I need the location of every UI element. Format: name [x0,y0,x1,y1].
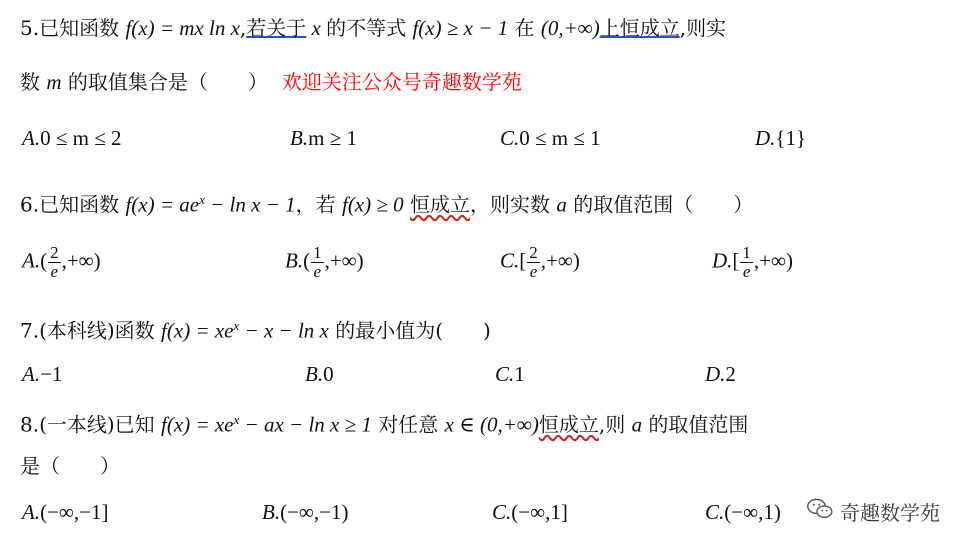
q7-option-d: D.2 [705,362,736,386]
q5-stem-line1: 5.已知函数 f(x) = mx ln x,若关于 x 的不等式 f(x) ≥ x − 1 在 (0,+∞)上恒成立,则实 [20,16,727,40]
watermark [806,495,940,528]
q8-option-c: C.(−∞,1] [492,500,568,524]
q8-option-a: A.(−∞,−1] [22,500,109,524]
q5-option-c: C.0 ≤ m ≤ 1 [500,126,601,150]
q5-option-b: B.m ≥ 1 [290,126,357,150]
q5-stem-line2: 数 m 的取值集合是（ ） 欢迎关注公众号奇趣数学苑 [20,70,522,94]
q7-stem: 7.(本科线)函数 $f(x) = xe^x - x - \ln x$ 的最小值为( ) [20,318,491,343]
q8-stem-line1: 8.(一本线)已知 $f(x) = xe^x$ − ax − ln x ≥ 1 对任意 x ∈ (0,+∞)恒成立,则 a 的取值范围 [20,412,749,437]
q6-stem: 6.已知函数 $f(x) = ae^x - \ln x - 1$，若 f(x) ≥ 0 恒成立，则实数 a 的取值范围（ ） [20,192,754,217]
q6-option-c: C.[ $\frac{2}{e}$ ,+∞) [500,243,580,281]
q8-stem-line2: 是（ ） [20,454,120,478]
q6-option-b: B.( $\frac{1}{e}$ ,+∞) [285,243,364,281]
q7-option-a: A.−1 [22,362,63,386]
q6-option-a: A.( $\frac{2}{e}$ ,+∞) [22,243,101,281]
q5-option-d: D.{1} [755,126,807,150]
q5-option-a: A.0 ≤ m ≤ 2 [22,126,122,150]
q6-option-d: D.[ $\frac{1}{e}$ ,+∞) [712,243,793,281]
q7-option-b: B.0 [305,362,334,386]
q7-option-c: C.1 [495,362,525,386]
q5-function: f(x) = mx ln x [125,16,240,40]
promo-text: 欢迎关注公众号奇趣数学苑 [281,70,522,94]
q5-inequality: f(x) ≥ x − 1 [412,16,509,40]
q8-option-d: C.(−∞,1) [705,500,781,524]
watermark-text: 奇趣数学苑 [840,501,940,525]
wechat-icon [806,495,834,528]
q8-option-b: B.(−∞,−1) [262,500,349,524]
